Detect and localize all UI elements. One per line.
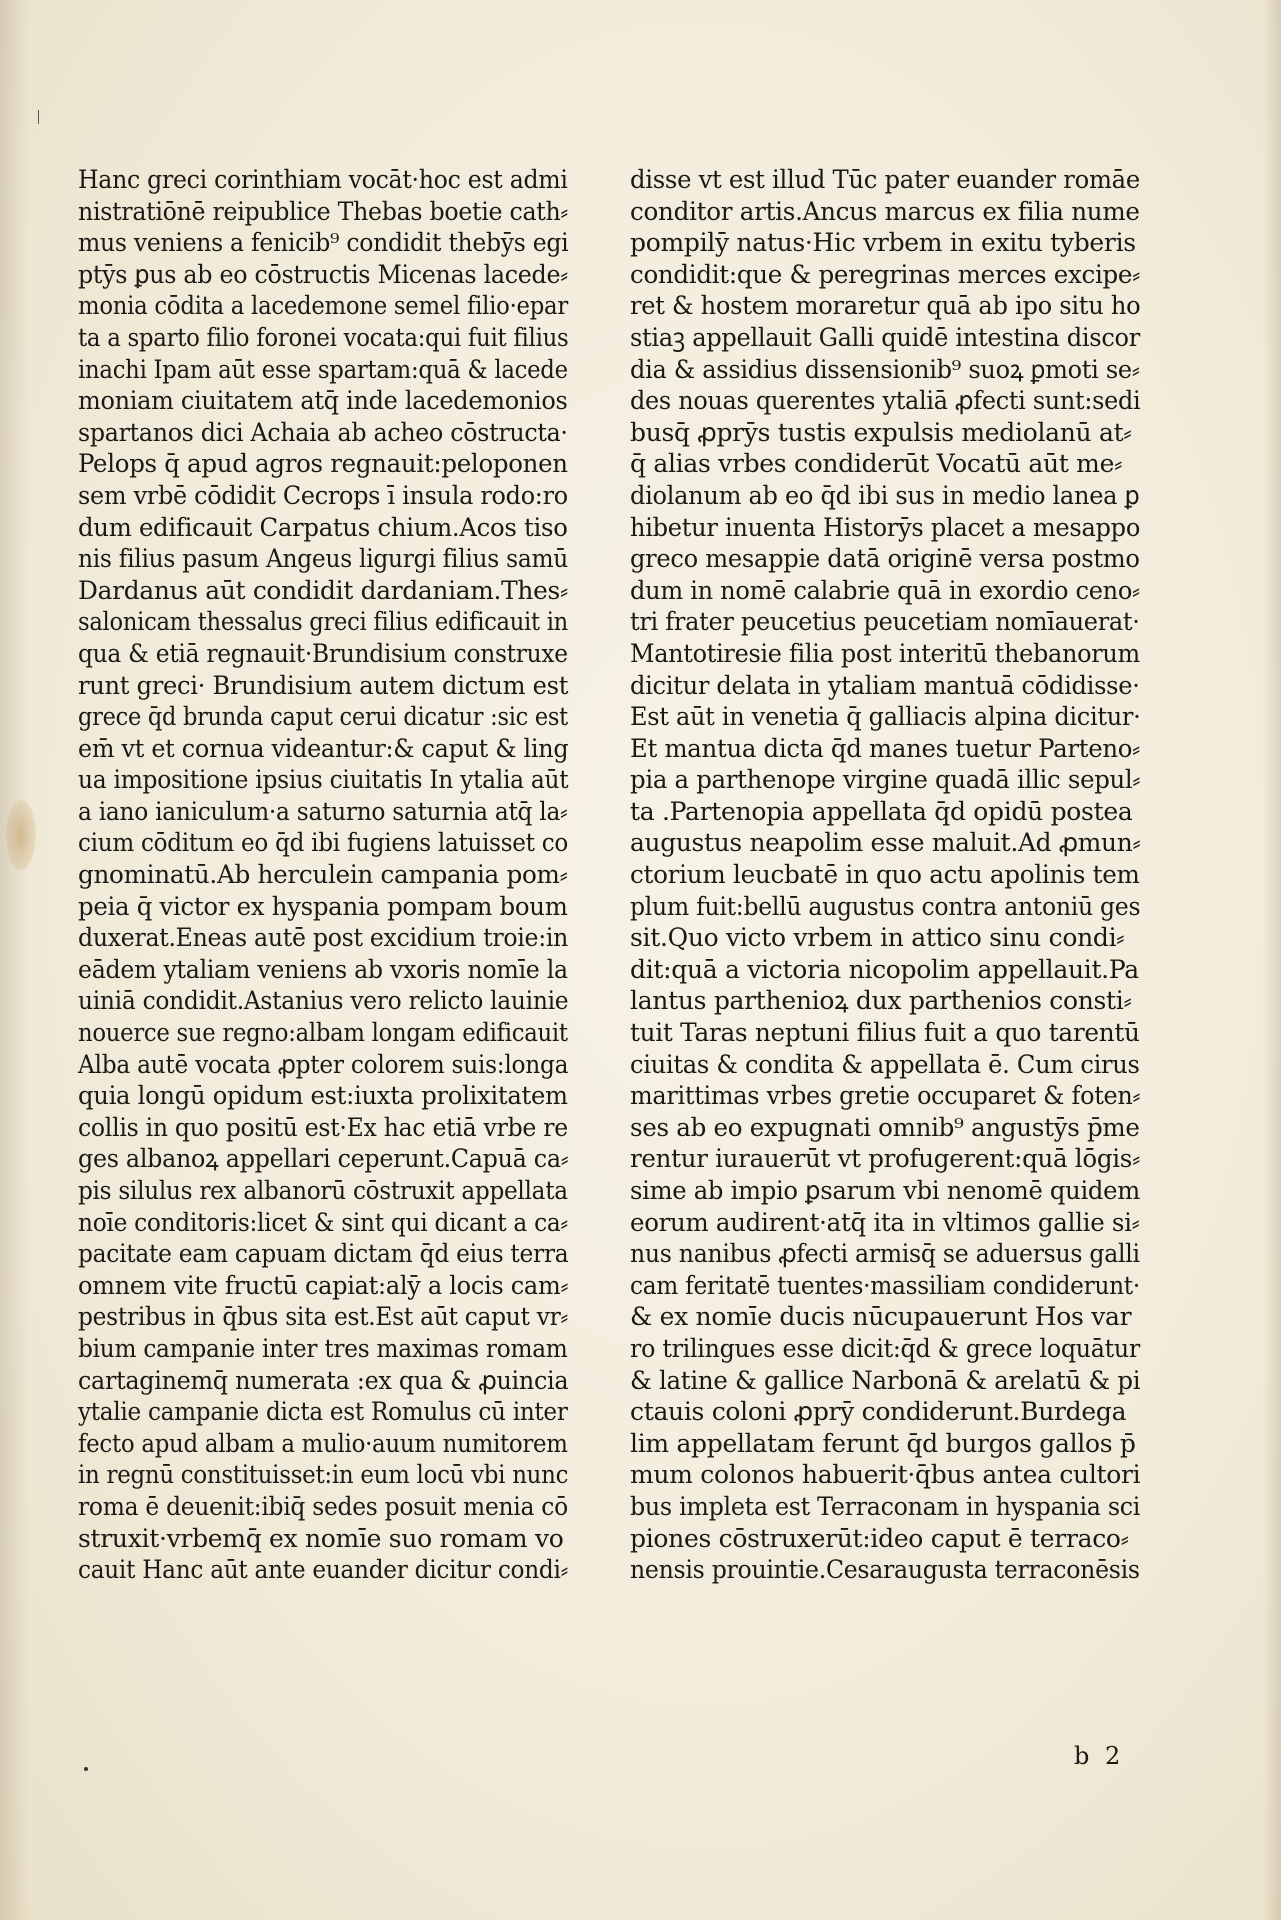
text-line: pompilȳ natus·Hic vrbem in exitu tyberis [630,228,1136,258]
text-line: ses ab eo expugnati omnib⁹ angustȳs p̄me [630,1112,1140,1142]
text-line: sime ab impio ꝑsarum vbi nenomē quidem [630,1176,1140,1205]
text-line: ciuitas & condita & appellata ē. Cum cirus [630,1049,1140,1079]
text-line: pestribus in q̄bus sita est.Est aūt caput vr⸗ [78,1302,569,1332]
text-line: ges albanoꝝ appellari ceperunt.Capuā ca⸗ [78,1144,569,1174]
text-line: duxerat.Eneas autē post excidium troie:in [78,923,569,953]
text-line: q̄ alias vrbes condiderūt Vocatū aūt me⸗ [630,449,1123,479]
text-line: runt greci· Brundisium autem dictum est [78,670,569,700]
text-line: cauit Hanc aūt ante euander dicitur condi⸗ [78,1555,569,1585]
text-line: & ex nomīe ducis nūcupauerunt Hos var [630,1302,1132,1332]
text-line: grece q̄d brunda caput cerui dicatur :sic est [78,702,568,732]
text-line: fecto apud albam a mulio·auum numitorem [78,1428,568,1458]
text-line: dicitur delata in ytaliam mantuā cōdidisse· [630,670,1140,700]
text-line: lim appellatam ferunt q̄d burgos gallos p̄ [630,1428,1136,1458]
text-line: inachi Ipam aūt esse spartam:quā & lacede [78,354,568,384]
text-line: ua impositione ipsius ciuitatis In ytalia aūt [78,765,569,795]
text-line: dum in nomē calabrie quā in exordio ceno⸗ [630,575,1140,605]
text-line: pis silulus rex albanorū cōstruxit appellata [78,1176,568,1205]
text-line: stiaꝫ appellauit Galli quidē intestina discor [630,322,1140,352]
text-line: nus nanibus ꝓfecti armisq̄ se aduersus galli [630,1239,1140,1269]
text-line: omnem vite fructū capiat:alȳ a locis cam⸗ [78,1270,569,1300]
text-line: monia cōdita a lacedemone semel filio·epar [78,291,568,321]
text-line: uiniā condidit.Astanius vero relicto lauinie [78,986,569,1016]
text-line: Dardanus aūt condidit dardaniam.Thes⸗ [78,575,568,605]
text-line: ta a sparto filio foronei vocata:qui fuit filius [78,322,569,352]
page-edge-shadow [1263,0,1281,1920]
text-line: spartanos dici Achaia ab acheo cōstructa· [78,417,568,447]
text-line: ctorium leucbatē in quo actu apolinis tem [630,860,1140,890]
text-line: bium campanie inter tres maximas romam [78,1333,568,1363]
text-line: busq̄ ꝓprȳs tustis expulsis mediolanū at⸗ [630,417,1132,447]
text-line: Mantotiresie filia post interitū thebanorum [630,638,1140,668]
margin-tick [38,110,39,124]
text-line: ret & hostem moraretur quā ab ipo situ ho [630,291,1141,321]
text-line: Alba autē vocata ꝓpter colorem suis:longa [78,1049,569,1079]
text-line: cam feritatē tuentes·massiliam condiderunt· [630,1270,1140,1300]
text-line: diolanum ab eo q̄d ibi sus in medio lanea ꝑ [630,480,1140,510]
text-line: quia longū opidum est:iuxta prolixitatem [78,1081,568,1111]
text-line: nensis prouintie.Cesaraugusta terraconēsis [630,1555,1140,1585]
text-line: collis in quo positū est·Ex hac etiā vrbe re [78,1112,568,1142]
text-line: dia & assidius dissensionib⁹ suoꝝ ꝑmoti se⸗ [630,354,1140,384]
text-line: qua & etiā regnauit·Brundisium construxe [78,638,568,668]
page-gutter-shadow [0,0,28,1920]
text-line: mus veniens a fenicib⁹ condidit thebȳs egi [78,228,569,258]
text-line: ta .Partenopia appellata q̄d opidū postea [630,796,1133,826]
text-line: des nouas querentes ytaliā ꝓfecti sunt:sedi [630,386,1141,416]
paper-stain [6,800,36,870]
signature-mark: b 2 [1074,1742,1125,1770]
text-line: ytalie campanie dicta est Romulus cū inter [78,1397,568,1427]
text-line: condidit:que & peregrinas merces excipe⸗ [630,259,1140,289]
text-line: dit:quā a victoria nicopolim appellauit.Pa [630,954,1139,984]
text-line: gnominatū.Ab herculein campania pom⸗ [78,860,568,890]
text-line: struxit·vrbemq̄ ex nomīe suo romam vo [78,1523,564,1553]
left-text-column [78,164,623,1586]
text-line: moniam ciuitatem atq̄ inde lacedemonios [78,386,568,416]
text-line: Pelops q̄ apud agros regnauit:peloponen [78,449,568,479]
text-line: tri frater peucetius peucetiam nomīauerat· [630,607,1140,637]
text-line: noīe conditoris:licet & sint qui dicant a ca⸗ [78,1207,568,1237]
text-line: em̄ vt et cornua videantur:& caput & ling [78,733,569,763]
text-line: in regnū constituisset:in eum locū vbi nunc [78,1460,569,1490]
text-line: pacitate eam capuam dictam q̄d eius terra [78,1239,569,1269]
text-line: a iano ianiculum·a saturno saturnia atq̄ la⸗ [78,796,568,826]
text-line: plum fuit:bellū augustus contra antoniū ges [630,891,1141,921]
text-line: disse vt est illud Tūc pater euander romāe [630,165,1140,194]
text-line: tuit Taras neptuni filius fuit a quo tarentū [630,1018,1140,1048]
text-line: nouerce sue regno:albam longam edificauit [78,1018,568,1048]
text-line: roma ē deuenit:ibiq̄ sedes posuit menia cō [78,1491,568,1521]
text-line: marittimas vrbes gretie occuparet & foten⸗ [630,1081,1141,1111]
text-line: Hanc greci corinthiam vocāt·hoc est admi [78,165,568,194]
text-line: nistratiōnē reipublice Thebas boetie cath⸗ [78,196,569,226]
margin-dot [84,1767,88,1771]
text-line: sit.Quo victo vrbem in attico sinu condi⸗ [630,923,1125,953]
text-line: mum colonos habuerit·q̄bus antea cultori [630,1460,1141,1490]
text-line: Est aūt in venetia q̄ galliacis alpina dicitur· [630,702,1141,732]
text-line: salonicam thessalus greci filius edificauit in [78,607,568,637]
right-text-column [630,164,1179,1586]
text-line: nis filius pasum Angeus ligurgi filius samū [78,544,569,574]
text-line: pia a parthenope virgine quadā illic sepul⸗ [630,765,1141,795]
text-line: ptȳs ꝑus ab eo cōstructis Micenas lacede⸗ [78,259,568,289]
text-line: eorum audirent·atq̄ ita in vltimos gallie si⸗ [630,1207,1140,1237]
text-line: hibetur inuenta Historȳs placet a mesappo [630,512,1141,542]
text-line: conditor artis.Ancus marcus ex filia nume [630,196,1140,226]
text-line: peia q̄ victor ex hyspania pompam boum [78,891,568,921]
text-line: greco mesappie datā originē versa postmo [630,544,1140,574]
text-line: augustus neapolim esse maluit.Ad ꝓmun⸗ [630,828,1141,858]
text-line: dum edificauit Carpatus chium.Acos tiso [78,512,568,542]
text-line: lantus parthenioꝝ dux parthenios consti⸗ [630,986,1132,1016]
text-line: eādem ytaliam veniens ab vxoris nomīe la [78,954,568,984]
text-line: rentur iurauerūt vt profugerent:quā lōgis⸗ [630,1144,1140,1174]
text-line: sem vrbē cōdidit Cecrops ī insula rodo:ro [78,480,568,510]
text-line: & latine & gallice Narbonā & arelatū & pi [630,1365,1141,1395]
text-line: ro trilingues esse dicit:q̄d & grece loquātur [630,1333,1140,1363]
text-line: cartaginemq̄ numerata :ex qua & ꝓuincia [78,1365,569,1395]
text-line: bus impleta est Terraconam in hyspania sci [630,1491,1141,1521]
text-line: cium cōditum eo q̄d ibi fugiens latuisset co [78,828,568,858]
text-line: piones cōstruxerūt:ideo caput ē terraco⸗ [630,1523,1129,1553]
text-line: ctauis coloni ꝓprȳ condiderunt.Burdega [630,1397,1127,1427]
text-line: Et mantua dicta q̄d manes tuetur Parteno⸗ [630,733,1140,763]
